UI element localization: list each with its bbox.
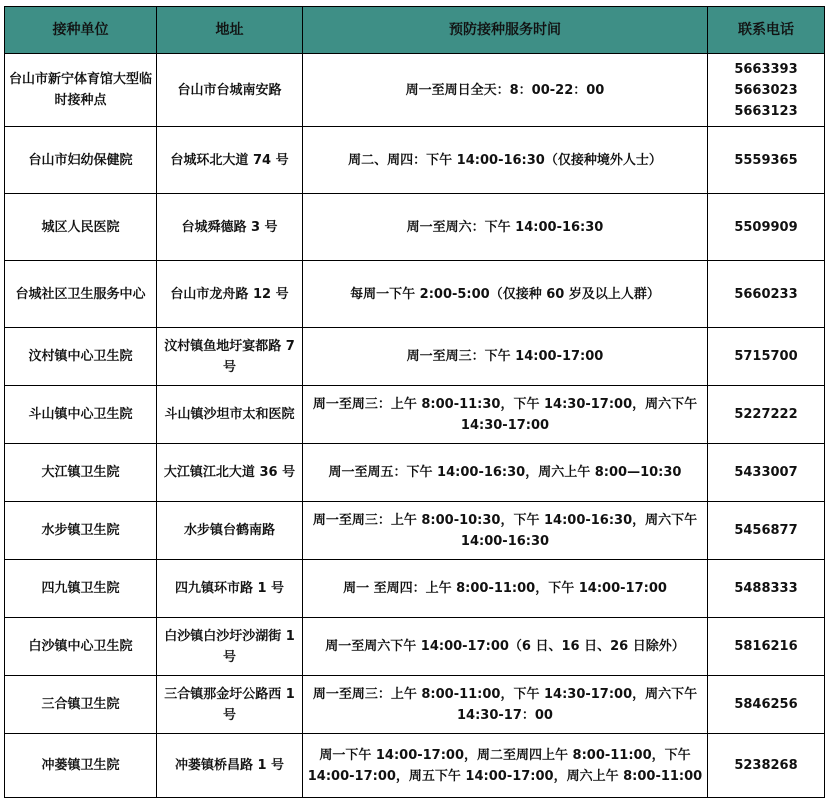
table-row xyxy=(5,127,825,194)
table-row xyxy=(5,261,825,328)
phone-number: 5660233 xyxy=(734,286,798,302)
cell-phone xyxy=(708,618,825,676)
header-address: 地址 xyxy=(157,7,303,54)
cell-unit: 大江镇卫生院 xyxy=(5,444,157,502)
phone-number: 5816216 xyxy=(734,639,798,654)
cell-unit: 汶村镇中心卫生院 xyxy=(5,328,157,386)
cell-address: 斗山镇沙坦市太和医院 xyxy=(157,386,303,444)
table-row xyxy=(5,676,825,734)
phone-number: 5559365 xyxy=(734,152,798,168)
cell-address: 台山市台城南安路 xyxy=(157,54,303,127)
cell-hours: 周一至周三：上午 8:00-11:00，下午 14:30-17:00，周六下午 14:30-17：00 xyxy=(303,676,708,734)
header-phone: 联系电话 xyxy=(708,7,825,54)
table-row xyxy=(5,502,825,560)
cell-phone xyxy=(708,676,825,734)
phone-number: 5663023 xyxy=(734,82,798,98)
header-hours: 预防接种服务时间 xyxy=(303,7,708,54)
cell-hours: 每周一下午 2:00-5:00（仅接种 60 岁及以上人群） xyxy=(303,261,708,328)
cell-phone xyxy=(708,194,825,261)
cell-unit: 台山市妇幼保健院 xyxy=(5,127,157,194)
cell-phone xyxy=(708,444,825,502)
phone-number: 5433007 xyxy=(734,465,798,480)
phone-number: 5488333 xyxy=(734,581,798,596)
cell-phone xyxy=(708,560,825,618)
cell-phone xyxy=(708,502,825,560)
table-row xyxy=(5,618,825,676)
table-row xyxy=(5,386,825,444)
cell-hours: 周一下午 14:00-17:00，周二至周四上午 8:00-11:00，下午 14:00-17:00，周五下午 14:00-17:00，周六上午 8:00-11:00 xyxy=(303,734,708,798)
cell-phone xyxy=(708,386,825,444)
cell-address: 大江镇江北大道 36 号 xyxy=(157,444,303,502)
cell-address: 汶村镇鱼地圩宴都路 7 号 xyxy=(157,328,303,386)
cell-address: 台城环北大道 74 号 xyxy=(157,127,303,194)
cell-unit: 水步镇卫生院 xyxy=(5,502,157,560)
header-unit: 接种单位 xyxy=(5,7,157,54)
table-row xyxy=(5,734,825,798)
cell-address: 台城舜德路 3 号 xyxy=(157,194,303,261)
cell-phone xyxy=(708,54,825,127)
cell-address: 四九镇环市路 1 号 xyxy=(157,560,303,618)
cell-hours: 周一至周三：下午 14:00-17:00 xyxy=(303,328,708,386)
table-row xyxy=(5,444,825,502)
table-row xyxy=(5,54,825,127)
cell-address: 水步镇台鹤南路 xyxy=(157,502,303,560)
phone-number: 5238268 xyxy=(734,758,798,773)
cell-hours: 周一 至周四：上午 8:00-11:00，下午 14:00-17:00 xyxy=(303,560,708,618)
phone-number: 5509909 xyxy=(734,219,798,235)
cell-unit: 台城社区卫生服务中心 xyxy=(5,261,157,328)
cell-unit: 四九镇卫生院 xyxy=(5,560,157,618)
cell-hours: 周一至周六：下午 14:00-16:30 xyxy=(303,194,708,261)
phone-number: 5663393 xyxy=(734,61,798,77)
cell-address: 冲蒌镇桥昌路 1 号 xyxy=(157,734,303,798)
cell-hours: 周二、周四：下午 14:00-16:30（仅接种境外人士） xyxy=(303,127,708,194)
vaccination-schedule-table xyxy=(4,6,825,798)
table-row xyxy=(5,328,825,386)
phone-number: 5846256 xyxy=(734,697,798,712)
phone-number: 5227222 xyxy=(734,407,798,422)
cell-unit: 白沙镇中心卫生院 xyxy=(5,618,157,676)
cell-hours: 周一至周三：上午 8:00-11:30，下午 14:30-17:00，周六下午 14:30-17:00 xyxy=(303,386,708,444)
cell-hours: 周一至周五：下午 14:00-16:30，周六上午 8:00—10:30 xyxy=(303,444,708,502)
cell-phone xyxy=(708,127,825,194)
phone-number: 5715700 xyxy=(734,349,798,364)
cell-hours: 周一至周六下午 14:00-17:00（6 日、16 日、26 日除外） xyxy=(303,618,708,676)
cell-phone xyxy=(708,261,825,328)
cell-phone xyxy=(708,734,825,798)
cell-unit: 台山市新宁体育馆大型临时接种点 xyxy=(5,54,157,127)
cell-phone xyxy=(708,328,825,386)
cell-hours: 周一至周三：上午 8:00-10:30，下午 14:00-16:30，周六下午 14:00-16:30 xyxy=(303,502,708,560)
cell-address: 三合镇那金圩公路西 1 号 xyxy=(157,676,303,734)
cell-unit: 冲蒌镇卫生院 xyxy=(5,734,157,798)
phone-number: 5663123 xyxy=(734,103,798,119)
cell-address: 白沙镇白沙圩沙湖街 1 号 xyxy=(157,618,303,676)
cell-hours: 周一至周日全天：8：00-22：00 xyxy=(303,54,708,127)
header-row xyxy=(5,7,825,54)
cell-unit: 城区人民医院 xyxy=(5,194,157,261)
cell-address: 台山市龙舟路 12 号 xyxy=(157,261,303,328)
table-row xyxy=(5,560,825,618)
cell-unit: 三合镇卫生院 xyxy=(5,676,157,734)
cell-unit: 斗山镇中心卫生院 xyxy=(5,386,157,444)
phone-number: 5456877 xyxy=(734,523,798,538)
table-row xyxy=(5,194,825,261)
